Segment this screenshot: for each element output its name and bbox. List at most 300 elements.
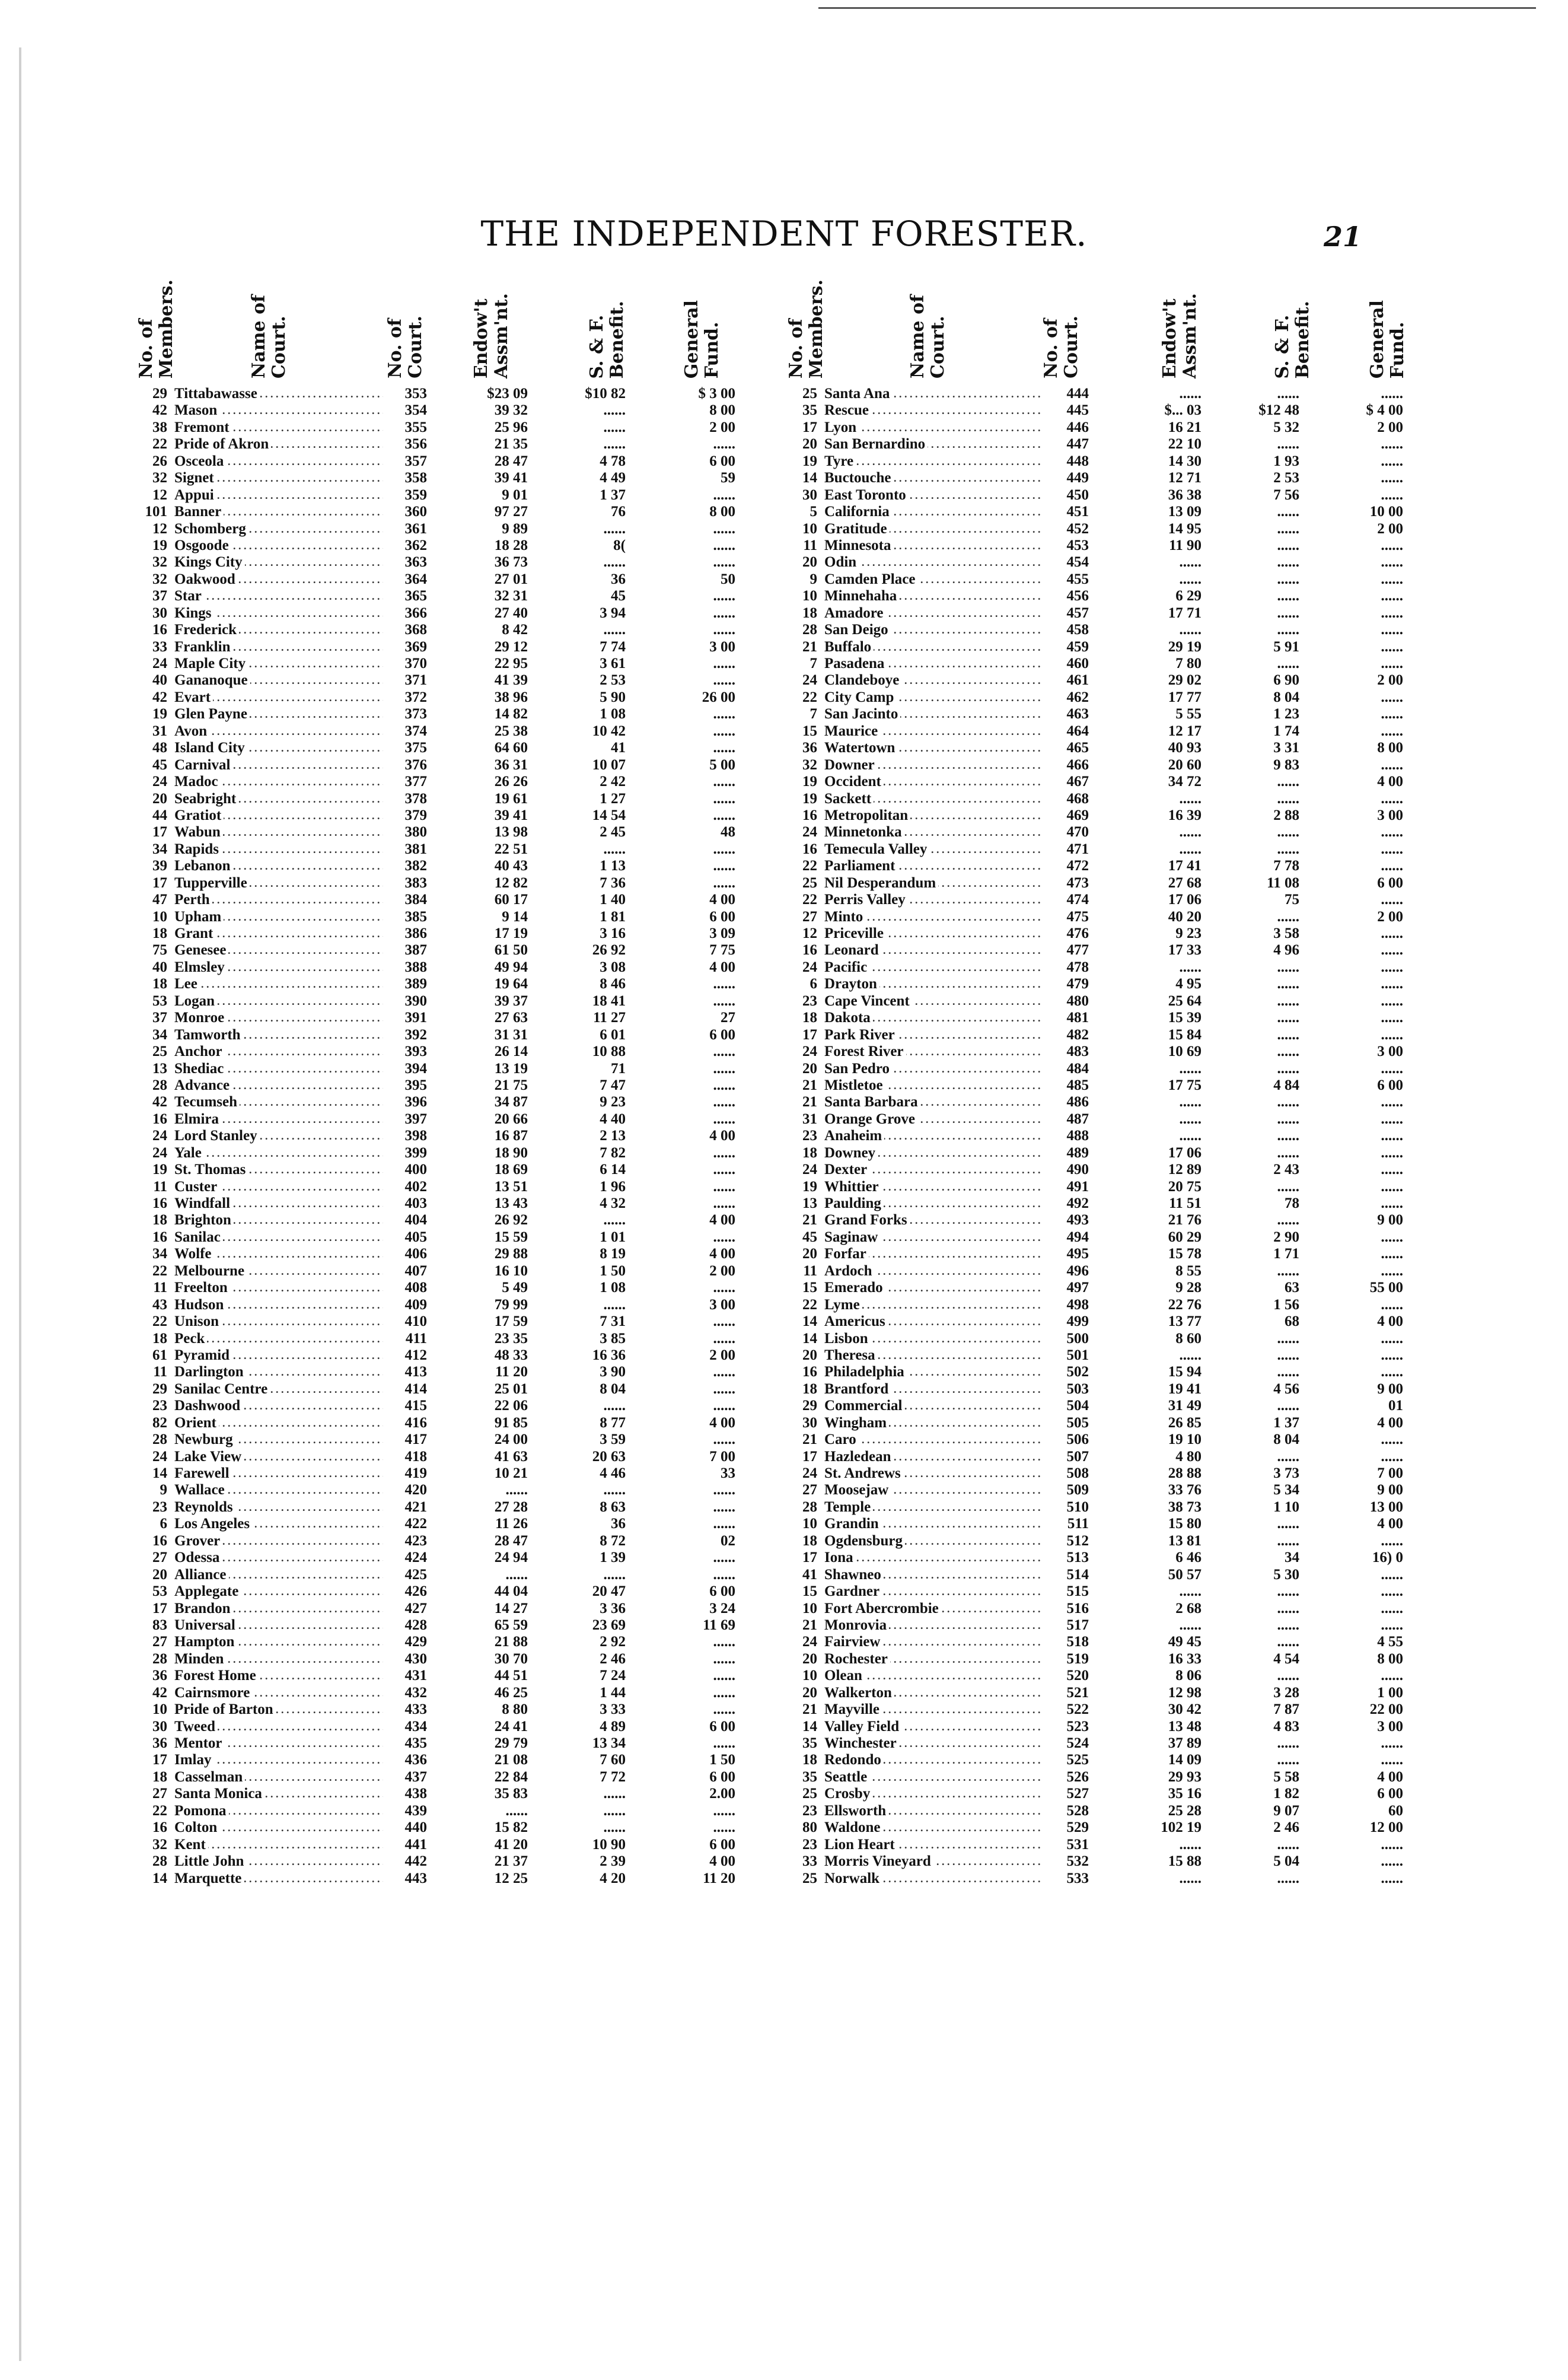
endowment-cell: 15 39: [1168, 1010, 1202, 1026]
table-row: [780, 976, 1403, 992]
court-number-cell: 529: [1066, 1819, 1089, 1836]
court-name-cell: [824, 1347, 1044, 1364]
endowment-cell: 19 64: [494, 976, 528, 992]
endowment-cell: 44 51: [494, 1668, 528, 1684]
sick-funeral-cell: 1 93: [1273, 453, 1299, 469]
court-name-cell: [824, 1752, 1044, 1768]
court-number-cell: 374: [404, 723, 427, 739]
members-cell: 18: [802, 604, 817, 621]
endowment-cell: 29 12: [494, 638, 528, 655]
table-row: [780, 419, 1403, 436]
sick-funeral-cell: 4 54: [1273, 1650, 1299, 1667]
court-number-cell: 427: [404, 1600, 427, 1617]
general-fund-cell: 6 00: [709, 1583, 735, 1600]
general-fund-cell: ......: [1381, 453, 1403, 469]
general-fund-cell: ......: [1381, 1836, 1403, 1853]
sick-funeral-cell: 10 88: [592, 1043, 626, 1060]
court-name-cell: [174, 1263, 383, 1280]
members-cell: 61: [152, 1347, 167, 1363]
court-number-cell: 353: [404, 386, 427, 402]
general-fund-cell: ......: [713, 740, 735, 756]
sick-funeral-cell: 3 59: [600, 1431, 626, 1448]
endowment-cell: 35 16: [1168, 1786, 1202, 1802]
court-name-cell: [824, 1549, 1044, 1566]
table-row: [130, 386, 753, 402]
general-fund-cell: ......: [713, 992, 735, 1009]
court-name-label: Emerado: [824, 1280, 885, 1296]
court-name-cell: [174, 605, 383, 622]
court-number-cell: 438: [404, 1786, 427, 1802]
table-row: [780, 1128, 1403, 1144]
table-row: [130, 892, 753, 908]
court-name-label: Americus: [824, 1313, 888, 1329]
members-cell: 18: [152, 1330, 167, 1347]
court-number-cell: 385: [404, 908, 427, 925]
sick-funeral-cell: 1 37: [1273, 1414, 1299, 1431]
endowment-cell: 24 00: [494, 1431, 528, 1448]
top-rule: [818, 7, 1536, 9]
court-number-cell: 429: [404, 1634, 427, 1650]
court-number-cell: 447: [1066, 436, 1089, 453]
general-fund-cell: 55 00: [1369, 1280, 1403, 1296]
endowment-cell: 24 94: [494, 1549, 528, 1566]
members-cell: 17: [802, 1026, 817, 1043]
members-cell: 30: [152, 604, 167, 621]
endowment-cell: 91 85: [494, 1414, 528, 1431]
court-name-cell: [174, 1601, 383, 1617]
court-name-label: Osgoode: [174, 537, 231, 553]
court-number-cell: 357: [404, 453, 427, 469]
court-name-cell: [824, 1651, 1044, 1668]
general-fund-cell: 33: [721, 1465, 735, 1481]
table-row: [780, 1162, 1403, 1178]
court-number-cell: 383: [404, 874, 427, 891]
endowment-cell: 12 82: [494, 874, 528, 891]
court-number-cell: 446: [1066, 419, 1089, 435]
endowment-cell: ......: [1179, 959, 1202, 975]
sick-funeral-cell: ......: [1277, 1398, 1299, 1414]
court-name-label: Cape Vincent: [824, 993, 912, 1009]
court-number-cell: 392: [404, 1026, 427, 1043]
court-name-cell: [824, 1583, 1044, 1600]
sick-funeral-cell: 5 32: [1273, 419, 1299, 435]
general-fund-cell: 26 00: [702, 689, 735, 705]
general-fund-cell: ......: [1381, 1853, 1403, 1870]
court-name-label: Monrovia: [824, 1617, 889, 1633]
sick-funeral-cell: 4 56: [1273, 1380, 1299, 1397]
endowment-cell: 61 50: [494, 942, 528, 959]
endowment-cell: 28 47: [494, 1532, 528, 1549]
table-row: [780, 1786, 1403, 1802]
court-name-cell: [824, 1398, 1044, 1414]
members-cell: 21: [802, 1617, 817, 1633]
table-row: [130, 1111, 753, 1128]
court-number-cell: 393: [404, 1043, 427, 1060]
page-title: THE INDEPENDENT FORESTER.: [480, 214, 1088, 254]
general-fund-cell: ......: [1381, 588, 1403, 604]
court-name-cell: [174, 1803, 383, 1819]
court-name-cell: [824, 1179, 1044, 1195]
court-number-cell: 496: [1066, 1262, 1089, 1279]
members-cell: 17: [152, 824, 167, 841]
sick-funeral-cell: 75: [1285, 892, 1299, 908]
endowment-cell: 10 69: [1168, 1043, 1202, 1060]
table-row: [130, 993, 753, 1010]
general-fund-cell: ......: [713, 774, 735, 790]
general-fund-cell: ......: [1381, 992, 1403, 1009]
sick-funeral-cell: ......: [1277, 504, 1299, 520]
sick-funeral-cell: 36: [611, 1516, 626, 1532]
court-name-label: Shawneo: [824, 1567, 884, 1583]
general-fund-cell: ......: [713, 1431, 735, 1448]
court-name-cell: [174, 1111, 383, 1128]
court-number-cell: 370: [404, 656, 427, 672]
table-row: [780, 554, 1403, 571]
endowment-cell: 13 48: [1168, 1718, 1202, 1735]
endowment-cell: 39 41: [494, 470, 528, 486]
endowment-cell: ......: [1179, 1617, 1202, 1633]
page-edge-shadow: [19, 47, 21, 2361]
table-row: [780, 1701, 1403, 1718]
table-row: [780, 942, 1403, 959]
general-fund-cell: ......: [1381, 892, 1403, 908]
court-name-label: Perth: [174, 892, 212, 908]
court-number-cell: 533: [1066, 1870, 1089, 1886]
court-number-cell: 394: [404, 1060, 427, 1077]
court-name-cell: [824, 1499, 1044, 1516]
court-number-cell: 377: [404, 774, 427, 790]
court-number-cell: 476: [1066, 925, 1089, 941]
sick-funeral-cell: 1 44: [600, 1684, 626, 1701]
table-row: [130, 841, 753, 858]
court-name-label: Lord Stanley: [174, 1128, 260, 1144]
members-cell: 9: [160, 1482, 167, 1498]
court-name-label: Unison: [174, 1313, 221, 1329]
court-number-cell: 522: [1066, 1701, 1089, 1718]
general-fund-cell: ......: [713, 1566, 735, 1583]
court-name-cell: [824, 1516, 1044, 1532]
members-cell: 32: [802, 756, 817, 773]
court-name-label: Santa Monica: [174, 1786, 264, 1802]
members-cell: 14: [802, 1313, 817, 1330]
members-cell: 28: [152, 1077, 167, 1093]
endowment-cell: 7 80: [1175, 656, 1202, 672]
court-name-cell: [174, 1347, 383, 1364]
general-fund-cell: ......: [713, 1650, 735, 1667]
court-number-cell: 407: [404, 1262, 427, 1279]
members-cell: 37: [152, 1010, 167, 1026]
sick-funeral-cell: 6 90: [1273, 672, 1299, 689]
table-row: [780, 1819, 1403, 1836]
court-name-cell: [174, 1331, 383, 1347]
general-fund-cell: 59: [721, 470, 735, 486]
court-name-cell: [174, 1651, 383, 1668]
endowment-cell: 13 51: [494, 1178, 528, 1195]
members-cell: 32: [152, 554, 167, 571]
endowment-cell: $... 03: [1164, 402, 1202, 419]
endowment-cell: ......: [1179, 1060, 1202, 1077]
general-fund-cell: ......: [713, 1229, 735, 1245]
endowment-cell: ......: [1179, 1094, 1202, 1111]
court-name-cell: [174, 622, 383, 638]
members-cell: 18: [802, 1532, 817, 1549]
table-row: [780, 993, 1403, 1010]
members-cell: 15: [802, 1280, 817, 1296]
table-row: [130, 925, 753, 942]
general-fund-cell: ......: [1381, 1330, 1403, 1347]
sick-funeral-cell: ......: [1277, 554, 1299, 571]
general-fund-cell: 4 00: [1377, 1313, 1403, 1330]
court-number-cell: 461: [1066, 672, 1089, 689]
members-cell: 22: [802, 892, 817, 908]
sick-funeral-cell: 8 77: [600, 1414, 626, 1431]
court-name-label: Redondo: [824, 1752, 884, 1768]
court-name-cell: [174, 487, 383, 504]
court-name-cell: [174, 1010, 383, 1026]
endowment-cell: 46 25: [494, 1684, 528, 1701]
general-fund-cell: ......: [1381, 1448, 1403, 1465]
court-name-label: Brighton: [174, 1212, 234, 1228]
general-fund-cell: 6 00: [709, 453, 735, 469]
court-name-label: Rochester: [824, 1651, 890, 1667]
court-name-cell: [824, 1769, 1044, 1786]
endowment-cell: 22 95: [494, 656, 528, 672]
endowment-cell: 20 60: [1168, 756, 1202, 773]
members-cell: 24: [152, 1128, 167, 1144]
court-name-label: Lebanon: [174, 858, 232, 874]
table-row: [130, 1668, 753, 1684]
court-name-cell: [824, 841, 1044, 858]
court-name-label: Pasadena: [824, 656, 887, 672]
sick-funeral-cell: ......: [1277, 588, 1299, 604]
court-name-cell: [174, 1516, 383, 1532]
endowment-cell: 25 64: [1168, 992, 1202, 1009]
sick-funeral-cell: 10 42: [592, 723, 626, 739]
sick-funeral-cell: 8 46: [600, 976, 626, 992]
general-fund-cell: 02: [721, 1532, 735, 1549]
members-cell: 16: [152, 1111, 167, 1127]
court-name-label: Avon: [174, 723, 209, 739]
endowment-cell: 15 82: [494, 1819, 528, 1836]
court-number-cell: 504: [1066, 1398, 1089, 1414]
table-row: [130, 689, 753, 706]
members-cell: 18: [152, 976, 167, 992]
members-cell: 38: [152, 419, 167, 435]
general-fund-cell: ......: [1381, 638, 1403, 655]
members-cell: 21: [802, 1701, 817, 1718]
court-name-cell: [824, 774, 1044, 790]
general-fund-cell: ......: [1381, 486, 1403, 503]
general-fund-cell: 8 00: [709, 504, 735, 520]
endowment-cell: 25 38: [494, 723, 528, 739]
general-fund-cell: ......: [713, 1684, 735, 1701]
members-cell: 24: [802, 672, 817, 689]
sick-funeral-cell: 18 41: [592, 992, 626, 1009]
endowment-cell: 8 60: [1175, 1330, 1202, 1347]
endowment-cell: ......: [1179, 554, 1202, 571]
sick-funeral-cell: ......: [1277, 1532, 1299, 1549]
court-name-cell: [174, 723, 383, 740]
court-number-cell: 411: [405, 1330, 427, 1347]
court-number-cell: 520: [1066, 1668, 1089, 1684]
members-cell: 24: [802, 1465, 817, 1481]
court-name-cell: [824, 1094, 1044, 1111]
court-name-label: Tupperville: [174, 875, 250, 891]
general-fund-cell: ......: [713, 1634, 735, 1650]
table-row: [780, 1195, 1403, 1212]
endowment-cell: 34 87: [494, 1094, 528, 1111]
members-cell: 23: [802, 1836, 817, 1853]
endowment-cell: 17 06: [1168, 892, 1202, 908]
court-name-label: San Pedro: [824, 1061, 892, 1077]
court-number-cell: 524: [1066, 1735, 1089, 1751]
members-cell: 36: [152, 1735, 167, 1751]
court-name-label: Gratitude: [824, 521, 890, 537]
sick-funeral-cell: ......: [1277, 1111, 1299, 1127]
endowment-cell: 17 06: [1168, 1144, 1202, 1161]
table-row: [130, 1465, 753, 1482]
table-row: [130, 419, 753, 436]
court-name-label: St. Thomas: [174, 1162, 248, 1178]
sick-funeral-cell: ......: [1277, 537, 1299, 553]
members-cell: 75: [152, 942, 167, 959]
members-cell: 16: [802, 1364, 817, 1380]
members-cell: 14: [802, 1330, 817, 1347]
court-name-label: Reynolds: [174, 1499, 235, 1515]
court-name-label: Monroe: [174, 1010, 227, 1026]
sick-funeral-cell: 7 24: [600, 1668, 626, 1684]
table-row: [780, 1027, 1403, 1043]
sick-funeral-cell: 1 39: [600, 1549, 626, 1566]
general-fund-cell: ......: [713, 1802, 735, 1819]
court-name-cell: [174, 1482, 383, 1498]
members-cell: 20: [152, 790, 167, 807]
sick-funeral-cell: ......: [1277, 1516, 1299, 1532]
court-number-cell: 386: [404, 925, 427, 941]
members-cell: 21: [802, 1212, 817, 1229]
members-cell: 22: [152, 1313, 167, 1330]
court-name-label: Seabright: [174, 791, 238, 807]
court-name-label: Paulding: [824, 1195, 884, 1211]
table-row: [780, 1398, 1403, 1414]
court-name-cell: [174, 1415, 383, 1431]
table-row: [780, 807, 1403, 824]
members-cell: 22: [802, 858, 817, 874]
table-row: [130, 1364, 753, 1380]
endowment-cell: 41 39: [494, 672, 528, 689]
members-cell: 14: [802, 470, 817, 486]
court-name-label: Casselman: [174, 1769, 245, 1785]
table-row: [780, 858, 1403, 874]
court-number-cell: 468: [1066, 790, 1089, 807]
court-number-cell: 371: [404, 672, 427, 689]
sick-funeral-cell: 1 23: [1273, 706, 1299, 723]
sick-funeral-cell: ......: [1277, 976, 1299, 992]
table-row: [780, 740, 1403, 756]
court-name-label: Waldone: [824, 1819, 882, 1835]
members-cell: 13: [152, 1060, 167, 1077]
court-name-cell: [824, 588, 1044, 604]
sick-funeral-cell: 3 58: [1273, 925, 1299, 941]
court-number-cell: 369: [404, 638, 427, 655]
sick-funeral-cell: ......: [1277, 656, 1299, 672]
court-number-cell: 460: [1066, 656, 1089, 672]
endowment-cell: 14 27: [494, 1600, 528, 1617]
endowment-cell: 12 25: [494, 1870, 528, 1886]
members-cell: 24: [152, 774, 167, 790]
court-name-cell: [174, 1719, 383, 1735]
court-name-label: Dexter: [824, 1162, 869, 1178]
court-number-cell: 481: [1066, 1010, 1089, 1026]
members-cell: 19: [152, 537, 167, 553]
general-fund-cell: 2 00: [709, 1262, 735, 1279]
table-row: [780, 824, 1403, 841]
members-cell: 11: [803, 1262, 817, 1279]
court-name-cell: [174, 959, 383, 976]
court-number-cell: 517: [1066, 1617, 1089, 1633]
endowment-cell: 29 93: [1168, 1768, 1202, 1785]
sick-funeral-cell: 3 73: [1273, 1465, 1299, 1481]
sick-funeral-cell: ......: [603, 1786, 626, 1802]
endowment-cell: 36 31: [494, 756, 528, 773]
endowment-cell: 16 33: [1168, 1650, 1202, 1667]
court-name-cell: [174, 1617, 383, 1634]
court-name-label: Forest Home: [174, 1668, 259, 1684]
court-number-cell: 500: [1066, 1330, 1089, 1347]
members-cell: 19: [802, 1178, 817, 1195]
court-number-cell: 451: [1066, 504, 1089, 520]
general-fund-cell: ......: [1381, 1870, 1403, 1886]
court-name-label: Temecula Valley: [824, 841, 929, 857]
court-number-cell: 355: [404, 419, 427, 435]
court-number-cell: 486: [1066, 1094, 1089, 1111]
court-name-label: Gardner: [824, 1583, 882, 1599]
table-row: [130, 1819, 753, 1836]
members-cell: 16: [802, 841, 817, 857]
court-name-cell: [174, 1043, 383, 1060]
table-row: [130, 1229, 753, 1246]
sick-funeral-cell: 1 40: [600, 892, 626, 908]
sick-funeral-cell: 5 34: [1273, 1482, 1299, 1498]
endowment-cell: ......: [1179, 386, 1202, 402]
endowment-cell: 50 57: [1168, 1566, 1202, 1583]
court-name-cell: [824, 959, 1044, 976]
members-cell: 18: [152, 925, 167, 941]
members-cell: 80: [802, 1819, 817, 1836]
court-name-cell: [824, 639, 1044, 656]
table-row: [130, 942, 753, 959]
table-row: [130, 537, 753, 554]
court-name-cell: [824, 1482, 1044, 1498]
table-row: [130, 875, 753, 892]
endowment-cell: 60 17: [494, 892, 528, 908]
endowment-cell: 30 42: [1168, 1701, 1202, 1718]
court-name-cell: [174, 386, 383, 402]
court-number-cell: 439: [404, 1802, 427, 1819]
general-fund-cell: ......: [713, 874, 735, 891]
table-row: [780, 1229, 1403, 1246]
court-number-cell: 442: [404, 1853, 427, 1870]
court-number-cell: 423: [404, 1532, 427, 1549]
table-row: [780, 1449, 1403, 1465]
general-fund-cell: 9 00: [1377, 1482, 1403, 1498]
court-name-cell: [824, 824, 1044, 841]
court-name-label: Perris Valley: [824, 892, 908, 908]
table-row: [780, 453, 1403, 470]
general-fund-cell: $ 4 00: [1366, 402, 1403, 419]
court-name-cell: [824, 605, 1044, 622]
table-row: [130, 436, 753, 453]
